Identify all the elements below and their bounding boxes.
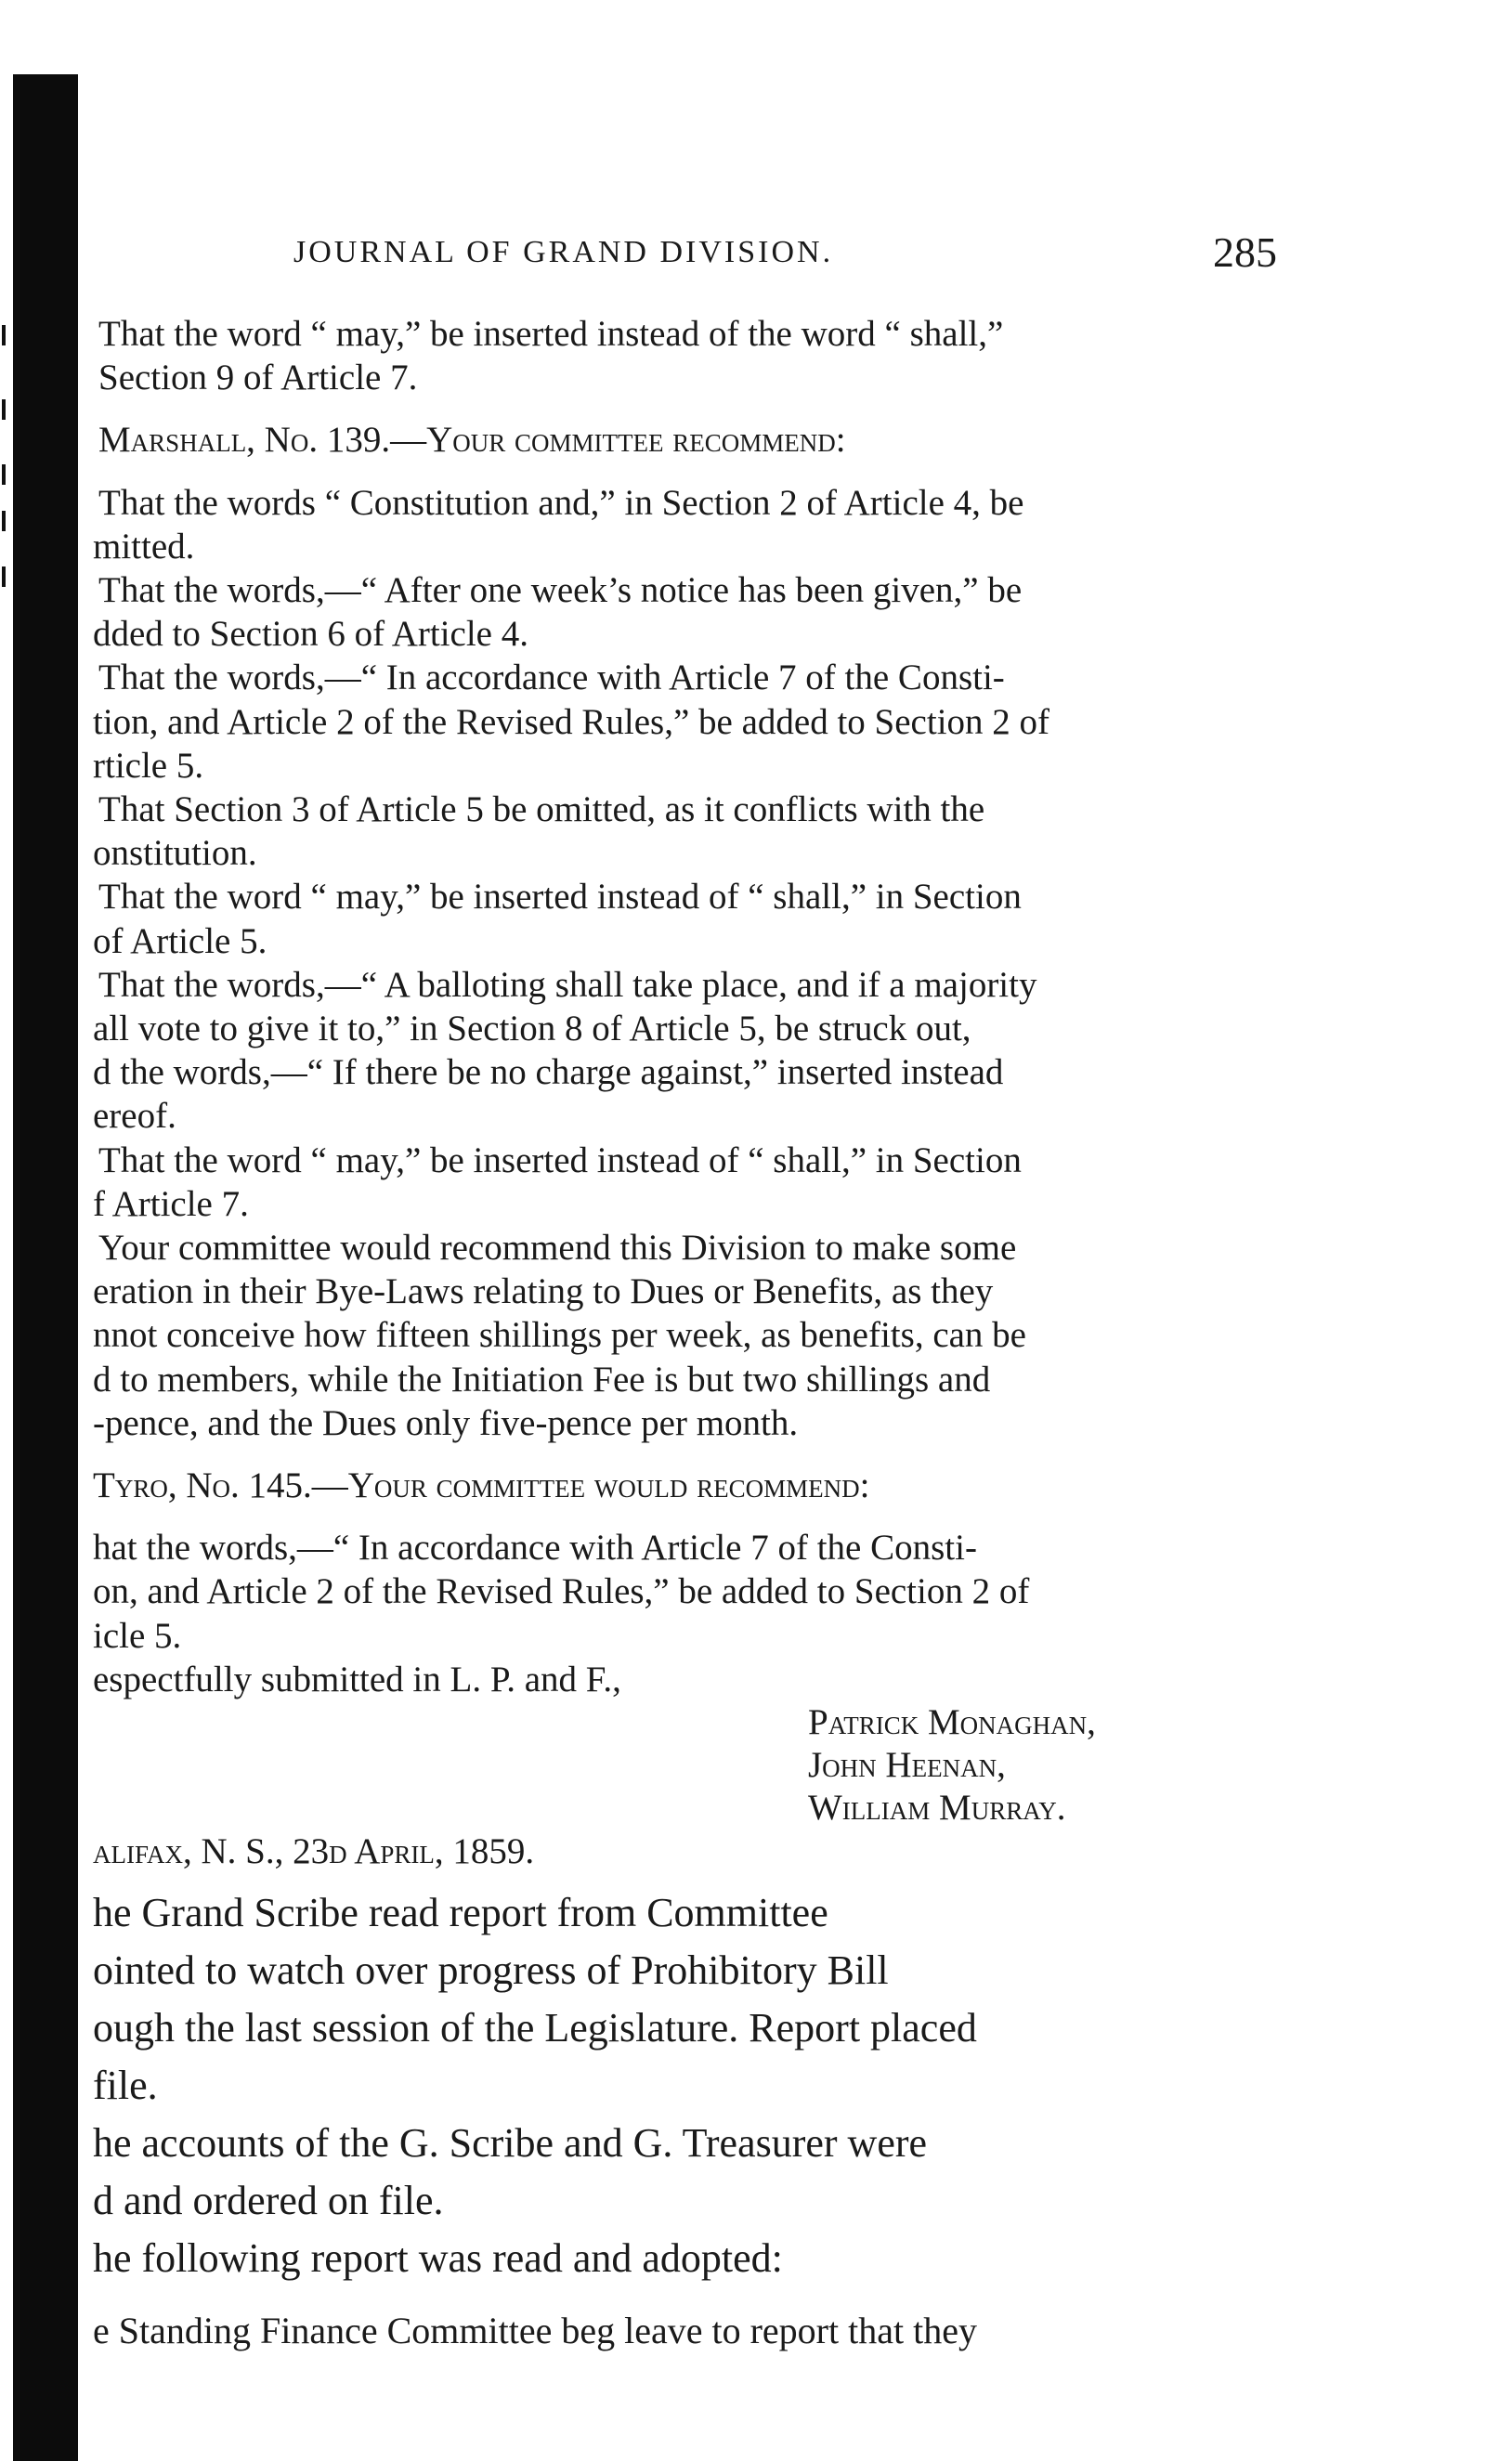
page-binding-edge xyxy=(0,65,78,2461)
text-line: nnot conceive how fifteen shillings per week, as benefits, can be xyxy=(93,1315,1026,1356)
text-line: e Standing Finance Committee beg leave to report that they xyxy=(93,2310,977,2352)
text-line: That the word “ may,” be inserted instead of “ shall,” in Section xyxy=(98,877,1022,918)
margin-mark xyxy=(2,464,6,485)
text-line: rticle 5. xyxy=(93,745,204,786)
text-line: all vote to give it to,” in Section 8 of Article 5, be struck out, xyxy=(93,1009,971,1049)
text-line: on, and Article 2 of the Revised Rules,” be added to Section 2 of xyxy=(93,1571,1030,1612)
margin-mark xyxy=(2,511,6,531)
page-number: 285 xyxy=(1213,228,1277,276)
report-date: alifax, N. S., 23d April, 1859. xyxy=(93,1831,535,1872)
text-line: ointed to watch over progress of Prohibitory Bill xyxy=(93,1947,889,1994)
text-line: That Section 3 of Article 5 be omitted, as it conflicts with the xyxy=(98,789,985,830)
text-line: he following report was read and adopted: xyxy=(93,2235,783,2282)
text-line: d and ordered on file. xyxy=(93,2178,444,2224)
text-line: espectfully submitted in L. P. and F., xyxy=(93,1659,621,1699)
text-line: he Grand Scribe read report from Committee xyxy=(93,1890,828,1936)
text-line: ough the last session of the Legislature. Report placed xyxy=(93,2005,977,2051)
text-line: dded to Section 6 of Article 4. xyxy=(93,614,528,655)
page-body xyxy=(93,312,1280,2360)
text-line: That the words “ Constitution and,” in Section 2 of Article 4, be xyxy=(98,482,1024,523)
page-header xyxy=(269,228,1277,283)
proceedings xyxy=(93,1884,1280,2360)
binding-shadow xyxy=(13,74,78,2461)
signature-name: Patrick Monaghan, xyxy=(808,1702,1096,1743)
signatures xyxy=(808,1701,1280,1829)
text-line: onstitution. xyxy=(93,833,257,874)
text-line: he accounts of the G. Scribe and G. Treasurer were xyxy=(93,2120,928,2167)
text-line: Your committee would recommend this Division to make some xyxy=(98,1228,1017,1269)
text-line: f Article 7. xyxy=(93,1183,249,1224)
text-line: That the words,—“ After one week’s notice has been given,” be xyxy=(98,570,1023,611)
running-title: JOURNAL OF GRAND DIVISION. xyxy=(293,235,834,269)
text-line: eration in their Bye-Laws relating to Dues or Benefits, as they xyxy=(93,1271,994,1312)
text-line: file. xyxy=(93,2063,158,2109)
margin-mark xyxy=(2,399,6,420)
text-line: That the words,—“ In accordance with Article 7 of the Consti- xyxy=(98,658,1005,698)
text-line: That the word “ may,” be inserted instead of the word “ shall,” xyxy=(98,314,1004,354)
margin-mark xyxy=(2,325,6,345)
text-line: That the words,—“ A balloting shall take place, and if a majority xyxy=(98,964,1037,1005)
division-heading: Marshall, No. 139.—Your committee recommend: xyxy=(98,420,846,461)
text-line: mitted. xyxy=(93,526,195,566)
text-line: That the word “ may,” be inserted instead of “ shall,” in Section xyxy=(98,1139,1022,1180)
margin-mark xyxy=(2,566,6,587)
text-line: ereof. xyxy=(93,1096,176,1137)
division-heading: Tyro, No. 145.—Your committee would recommend: xyxy=(93,1465,870,1506)
text-line: of Article 5. xyxy=(93,920,267,961)
text-line: icle 5. xyxy=(93,1615,182,1656)
text-line: Section 9 of Article 7. xyxy=(98,358,418,398)
signature-name: William Murray. xyxy=(808,1788,1066,1829)
text-line: hat the words,—“ In accordance with Article 7 of the Consti- xyxy=(93,1528,977,1569)
text-line: d to members, while the Initiation Fee is but two shillings and xyxy=(93,1359,991,1400)
text-line: tion, and Article 2 of the Revised Rules,” be added to Section 2 of xyxy=(93,701,1050,742)
signature-name: John Heenan, xyxy=(808,1745,1006,1786)
text-line: d the words,—“ If there be no charge against,” inserted instead xyxy=(93,1052,1004,1093)
text-line: -pence, and the Dues only five-pence per month. xyxy=(93,1402,799,1443)
